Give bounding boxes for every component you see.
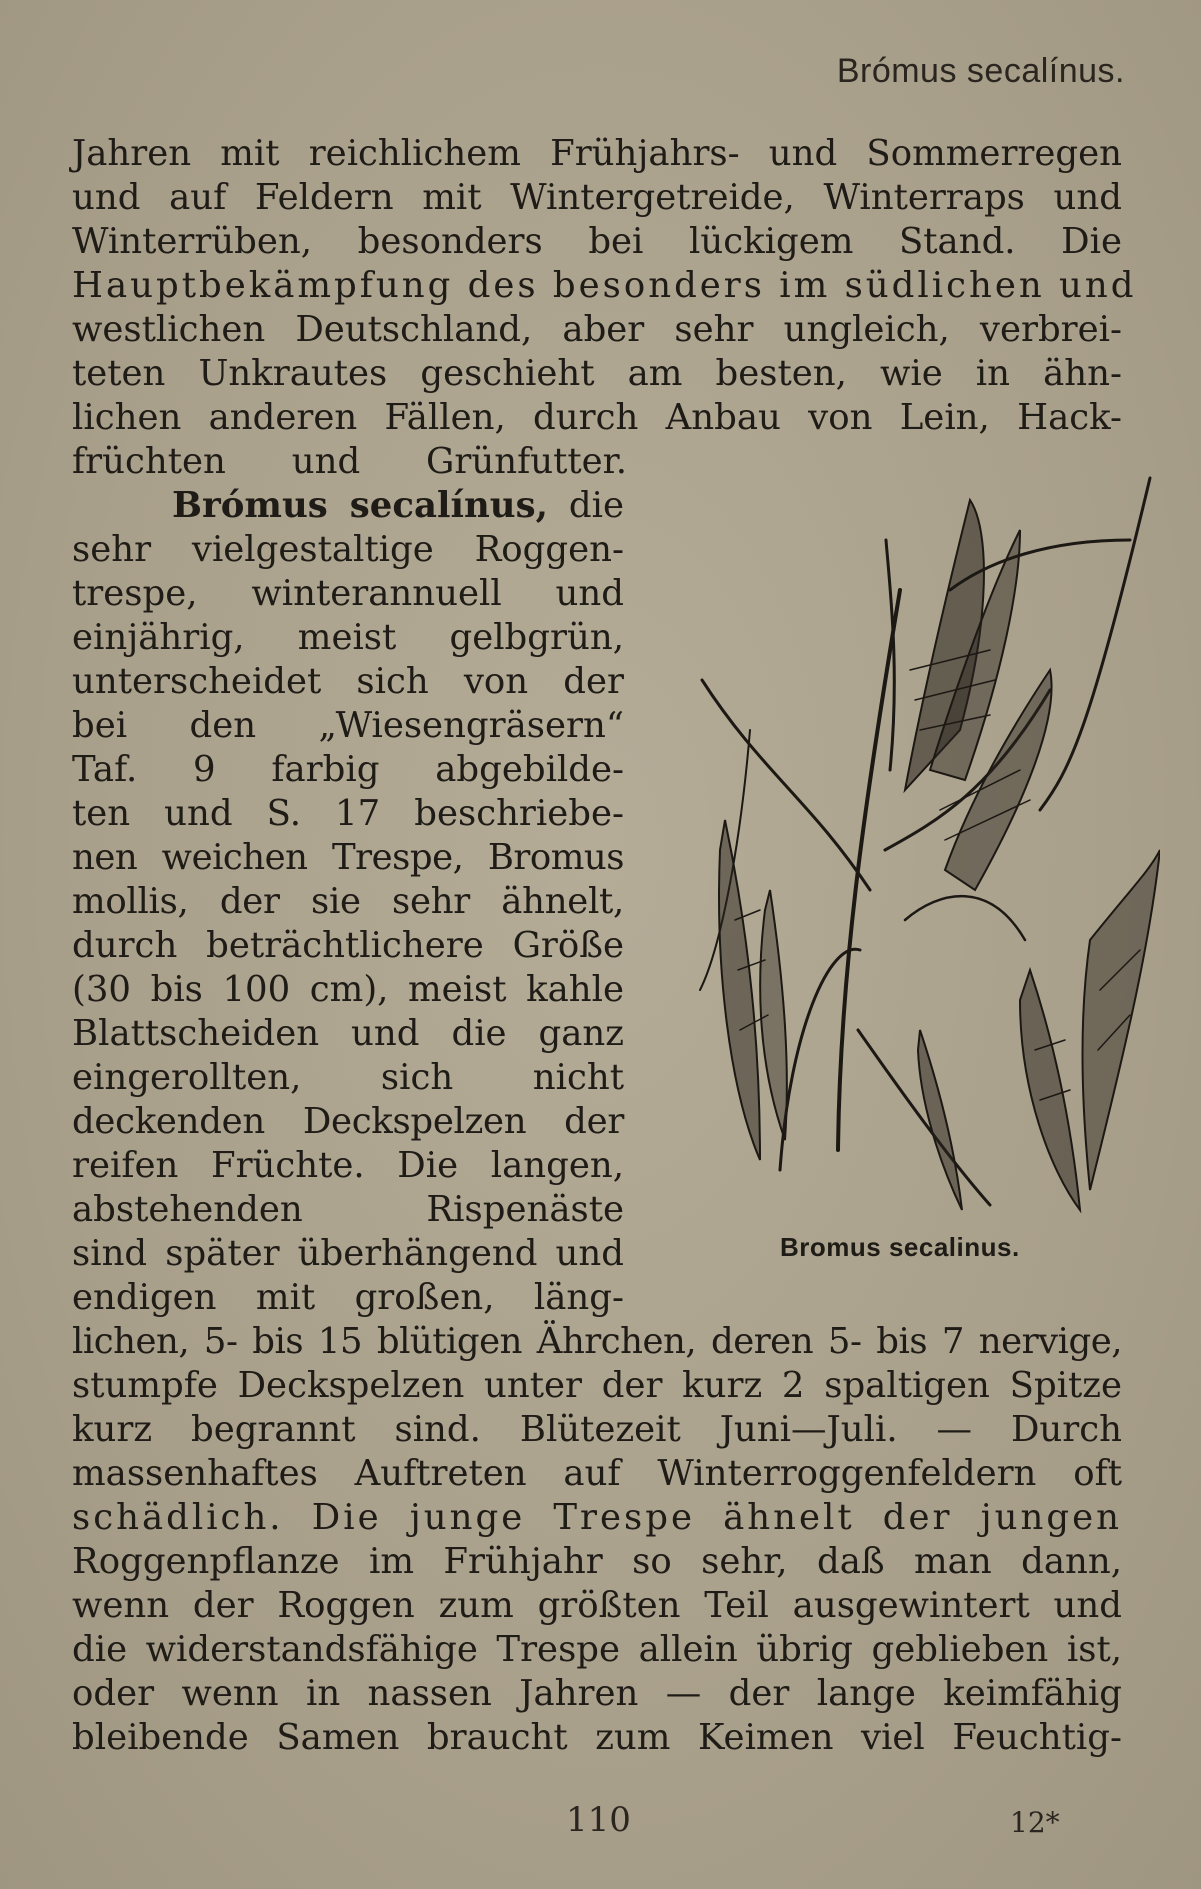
figure-caption: Bromus secalinus. (780, 1232, 1020, 1262)
bromus-illustration (690, 470, 1160, 1230)
text-line: lichen, 5- bis 15 blütigen Ährchen, deren 5- bis 7 nervige, (72, 1321, 1122, 1362)
species-name: Brómus secalínus, (172, 485, 548, 526)
text-line: abstehenden Rispenäste (72, 1189, 624, 1230)
text-line: mollis, der sie sehr ähnelt, (72, 881, 624, 922)
text-line: Jahren mit reichlichem Frühjahrs- und Sommerregen (72, 133, 1122, 174)
text-line: früchten und Grünfutter. (72, 441, 627, 482)
text-line: Roggenpflanze im Frühjahr so sehr, daß man dann, (72, 1541, 1122, 1582)
text-line: ten und S. 17 beschriebe- (72, 793, 624, 834)
running-head: Brómus secalínus. (836, 52, 1125, 90)
text-line: nen weichen Trespe, Bromus (72, 837, 624, 878)
text-line: sind später überhängend und (72, 1233, 624, 1274)
text-line: massenhaftes Auftreten auf Winterroggenfeldern oft (72, 1453, 1122, 1494)
text-line: bei den „Wiesengräsern“ (72, 705, 624, 746)
text-line: sehr vielgestaltige Roggen- (72, 529, 624, 570)
text-line: reifen Früchte. Die langen, (72, 1145, 624, 1186)
text-line: bleibende Samen braucht zum Keimen viel Feuchtig- (72, 1717, 1122, 1758)
text-fragment: die (547, 485, 625, 526)
text-line: unterscheidet sich von der (72, 661, 624, 702)
text-line: trespe, winterannuell und (72, 573, 624, 614)
text-line: lichen anderen Fällen, durch Anbau von Lein, Hack- (72, 397, 1122, 438)
text-line: Blattscheiden und die ganz (72, 1013, 624, 1054)
page-number: 110 (566, 1800, 631, 1840)
text-line: und auf Feldern mit Wintergetreide, Winterraps und (72, 177, 1122, 218)
text-line: Winterrüben, besonders bei lückigem Stand. Die (72, 221, 1122, 262)
species-heading-line (72, 484, 624, 528)
text-line: Hauptbekämpfung des besonders im südlichen und (72, 265, 1137, 306)
text-line: stumpfe Deckspelzen unter der kurz 2 spaltigen Spitze (72, 1365, 1122, 1406)
text-line: oder wenn in nassen Jahren — der lange keimfähig (72, 1673, 1122, 1714)
text-line: schädlich. Die junge Trespe ähnelt der jungen (72, 1497, 1122, 1538)
text-line: durch beträchtlichere Größe (72, 925, 624, 966)
text-line: westlichen Deutschland, aber sehr ungleich, verbrei- (72, 309, 1122, 350)
text-line: wenn der Roggen zum größten Teil ausgewintert und (72, 1585, 1122, 1626)
text-line: (30 bis 100 cm), meist kahle (72, 969, 624, 1010)
signature-mark: 12* (1010, 1806, 1060, 1839)
text-line: teten Unkrautes geschieht am besten, wie in ähn- (72, 353, 1122, 394)
text-line: deckenden Deckspelzen der (72, 1101, 624, 1142)
text-line: endigen mit großen, läng- (72, 1277, 624, 1318)
text-line: die widerstandsfähige Trespe allein übrig geblieben ist, (72, 1629, 1122, 1670)
text-line: Taf. 9 farbig abgebilde- (72, 749, 624, 790)
text-line: kurz begrannt sind. Blütezeit Juni—Juli. — Durch (72, 1409, 1122, 1450)
text-line: einjährig, meist gelbgrün, (72, 617, 624, 658)
text-line: eingerollten, sich nicht (72, 1057, 624, 1098)
